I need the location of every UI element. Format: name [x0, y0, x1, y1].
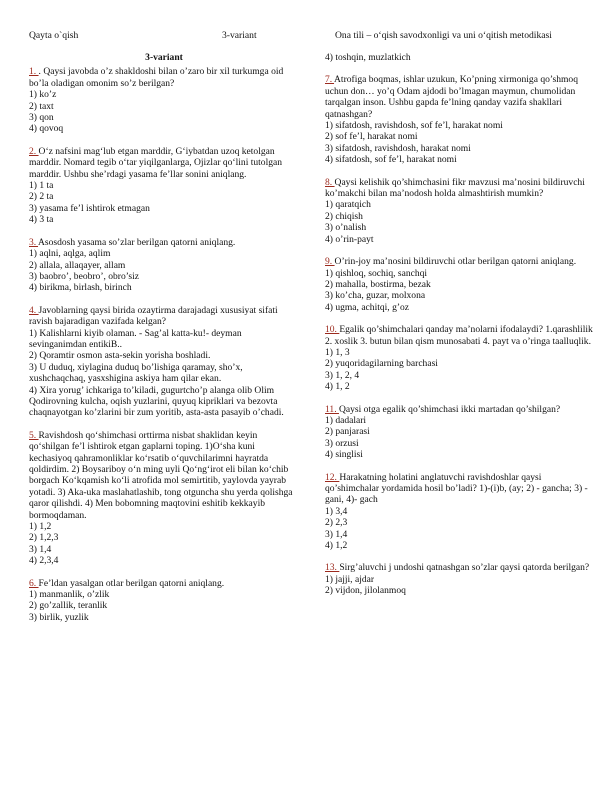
- answer-options: [29, 589, 299, 623]
- answer-options: [325, 52, 595, 63]
- question-stem: O’rin-joy ma’nosini bildiruvchi otlar berilgan qatorni aniqlang.: [334, 256, 577, 268]
- question-13: [325, 562, 595, 596]
- answer-options: [325, 268, 595, 314]
- question-4: [29, 305, 299, 419]
- answer-option: 4) sifatdosh, sof fe’l, harakat nomi: [325, 154, 457, 166]
- answer-option: 4) ugma, achitqi, g’oz: [325, 301, 410, 313]
- question-number: 12.: [325, 471, 340, 483]
- answer-options: [325, 574, 595, 597]
- answer-option: 2) 1,2,3: [29, 532, 59, 544]
- answer-option: 3) orzusi: [325, 437, 359, 449]
- answer-options: [29, 180, 299, 226]
- answer-option: 1) aqlni, aqlga, aqlim: [29, 248, 111, 260]
- answer-option: 3) 1,4: [29, 543, 52, 555]
- answer-option: 3) baobro’, beobro’, obro’siz: [29, 270, 140, 282]
- answer-option: 1) sifatdosh, ravishdosh, sof fe’l, harakat nomi: [325, 120, 503, 132]
- answer-option: 4) birikma, birlash, birinch: [29, 282, 132, 294]
- answer-option: 2) 2 ta: [29, 191, 54, 203]
- question-6: [29, 578, 299, 624]
- answer-option: 1) 3,4: [325, 505, 348, 517]
- question-1: [29, 66, 299, 134]
- answer-option: 1) 1,2: [29, 521, 52, 533]
- answer-options: [325, 347, 595, 393]
- answer-options: [325, 506, 595, 552]
- question-stem: Javoblarning qaysi birida ozaytirma darajadagi xususiyat sifati ravish bajaradigan vazifada kelgan?: [29, 304, 278, 328]
- answer-option: 3) U duduq, xiylagina duduq bo’lishiga qaramay, sho’x, xushchaqchaq, yasxshigina askiya ham qilar ekan.: [29, 361, 243, 385]
- question-number: 3.: [29, 236, 39, 248]
- answer-option: 4) o’rin-payt: [325, 233, 374, 245]
- question-3: [29, 237, 299, 294]
- question-stem: Harakatning holatini anglatuvchi ravishdoshlar qaysi qo’shimchalar yordamida hosil bo’ladi? 1)-(i)b, (ay; 2) - gancha; 3) -gani, 4)- gach: [325, 471, 588, 506]
- question-text: [325, 404, 595, 415]
- question-stem: Fe’ldan yasalgan otlar berilgan qatorni aniqlang.: [38, 577, 225, 589]
- answer-option: 3) sifatdosh, ravishdosh, harakat nomi: [325, 142, 471, 154]
- question-text: [325, 74, 595, 120]
- answer-option: 2) taxt: [29, 100, 54, 112]
- answer-option: 1) dadalari: [325, 414, 367, 426]
- answer-option: 3) o’nalish: [325, 222, 367, 234]
- question-text: [29, 66, 299, 89]
- question-text: [29, 237, 299, 248]
- answer-option: 2) panjarasi: [325, 426, 370, 438]
- question-number: 5.: [29, 429, 39, 441]
- header-left: Qayta o`qish: [29, 30, 79, 41]
- answer-options: [325, 415, 595, 461]
- question-text: [325, 324, 595, 347]
- question-number: 10.: [325, 324, 340, 336]
- page-header: [0, 30, 612, 44]
- answer-option: 1) ko’z: [29, 89, 57, 101]
- answer-option: 3) birlik, yuzlik: [29, 611, 89, 623]
- question-text: [29, 305, 299, 328]
- question-number: 11.: [325, 403, 339, 415]
- question-stem: Sirg’aluvchi j undoshi qatnashgan so’zlar qaysi qatorda berilgan?: [339, 562, 590, 574]
- right-column: [325, 52, 595, 608]
- answer-option: 1) qishloq, sochiq, sanchqi: [325, 267, 428, 279]
- answer-option: 3) 1, 2, 4: [325, 369, 360, 381]
- header-center: 3-variant: [222, 30, 257, 41]
- answer-option: 3) yasama fe’l ishtirok etmagan: [29, 202, 150, 214]
- question-stem: . Qaysi javobda o’z shakldoshi bilan o’zaro bir xil turkumga oid bo’la oladigan omonim so’z berilgan?: [29, 66, 284, 89]
- question-9: [325, 256, 595, 313]
- answer-option: 1) qaratqich: [325, 199, 371, 211]
- question-text: [29, 146, 299, 180]
- answer-option: 1) 1 ta: [29, 180, 54, 192]
- answer-option: 4) Xira yorug’ ichkariga to’kiladi, gugurtcho’p alanga olib Olim Qodirovning kulcha, oqish yuzlarini, quyuq kipriklari va bezovta chaqnayotgan ko’zlarini bir zum yoritib, asta-asta pasayib o’chadi.: [29, 384, 284, 419]
- question-number: 9.: [325, 256, 335, 268]
- answer-option: 4) 1,2: [325, 540, 348, 552]
- answer-option: 3) qon: [29, 112, 54, 124]
- answer-option: 4) singlisi: [325, 449, 363, 461]
- question-stem: Asosdosh yasama so’zlar berilgan qatorni aniqlang.: [38, 236, 236, 248]
- answer-option: 2) vijdon, jilolanmoq: [325, 585, 406, 597]
- question-text: [325, 472, 595, 506]
- answer-options: [325, 120, 595, 166]
- answer-options: [29, 89, 299, 135]
- question-text: [29, 578, 299, 589]
- question-number: 8.: [325, 176, 335, 188]
- answer-option: 3) ko’cha, guzar, molxona: [325, 290, 426, 302]
- answer-options: [325, 199, 595, 245]
- answer-option: 2) 2,3: [325, 517, 348, 529]
- question-11: [325, 404, 595, 461]
- answer-option: 2) yuqoridagilarning barchasi: [325, 358, 438, 370]
- answer-option: 1) Kalishlarni kiyib olaman. - Sag’al katta-ku!- deyman sevinganimdan entikiB..: [29, 327, 242, 350]
- answer-option: 2) mahalla, bostirma, bezak: [325, 278, 431, 290]
- question-10: [325, 324, 595, 392]
- question-text: [325, 177, 595, 200]
- question-stem: Qaysi kelishik qo’shimchasini fikr mavzusi ma’nosini bildiruvchi ko’makchi bilan ma’nodosh holda almashtirish mumkin?: [325, 176, 585, 200]
- header-right: Ona tili – o‘qish savodxonligi va uni o‘qitish metodikasi: [335, 30, 552, 41]
- answer-option: 2) chiqish: [325, 210, 363, 222]
- answer-option: 1) manmanlik, o’zlik: [29, 589, 110, 601]
- answer-option: 4) 3 ta: [29, 214, 54, 226]
- question-7: [325, 74, 595, 165]
- question-5: [29, 430, 299, 567]
- question-stem: Ravishdosh qo‘shimchasi orttirma nisbat shaklidan keyin qo‘shilgan fe’l ishtirok etgan gaplarni toping. 1)O‘sha kuni kechasiyoq qahramonliklar ko‘rsatib o‘quvchilarimni hayratda qoldirdim. 2) Boysariboy o‘n ming uyli Qo‘ng‘irot eli bilan ko‘chib borgach Ko‘kqamish ko‘li atrofida mol semirtitib, yaylovda yayrab yotadi. 3) Aka-uka maslahatlashib, tong otguncha shu yerda qolishga qaror qilishdi. 4) Men bobomning maqtovini eshitib kekkayib bormoqdaman.: [29, 429, 293, 521]
- answer-option: 4) toshqin, muzlatkich: [325, 52, 411, 63]
- question-text: [325, 256, 595, 267]
- answer-option: 4) 1, 2: [325, 381, 350, 393]
- variant-title: 3-variant: [145, 52, 183, 63]
- answer-option: 3) 1,4: [325, 528, 348, 540]
- question-2: [29, 146, 299, 226]
- answer-options: [29, 521, 299, 567]
- question-number: 1.: [29, 66, 39, 78]
- answer-option: 2) allala, allaqayer, allam: [29, 259, 126, 271]
- question-text: [29, 430, 299, 521]
- answer-option: 2) Qoramtir osmon asta-sekin yorisha boshladi.: [29, 350, 211, 362]
- question-8: [325, 177, 595, 245]
- question-6-continued: [325, 52, 595, 63]
- question-number: 4.: [29, 304, 39, 316]
- question-stem: Qaysi otga egalik qo’shimchasi ikki martadan qo’shilgan?: [338, 403, 561, 415]
- answer-option: 4) qovoq: [29, 123, 64, 135]
- answer-option: 1) jajji, ajdar: [325, 573, 375, 585]
- answer-option: 2) go’zallik, teranlik: [29, 600, 108, 612]
- answer-option: 2) sof fe’l, harakat nomi: [325, 131, 418, 143]
- question-12: [325, 472, 595, 552]
- answer-option: 4) 2,3,4: [29, 555, 59, 567]
- question-stem: O‘z nafsini mag‘lub etgan marddir, G‘iybatdan uzoq ketolgan marddir. Nomard tegib o‘tar yiqilganlarga, Ojizlar qo‘lini tutolgan marddir. Ushbu she’rdagi yasama fe’llar sonini aniqlang.: [29, 145, 283, 180]
- answer-options: [29, 328, 299, 419]
- question-number: 2.: [29, 145, 39, 157]
- question-text: [325, 562, 595, 573]
- question-stem: Atrofiga boqmas, ishlar uzukun, Ko’pning xirmoniga qo’shmoq uchun don… yo’q Odam ajdodi bo’lmagan maymun, chumolidan tarqalgan inson. Ushbu gapda fe’lning qanday vazifa shakllari qatnashgan?: [325, 74, 578, 120]
- question-stem: Egalik qo’shimchalari qanday ma’nolarni ifodalaydi? 1.qarashlilik 2. xoslik 3. butun bilan qism munosabati 4. payt va o’ringa taalluqlik.: [325, 324, 593, 347]
- question-number: 7.: [325, 74, 335, 86]
- question-number: 13.: [325, 562, 340, 574]
- left-column: [29, 52, 299, 634]
- answer-option: 1) 1, 3: [325, 346, 350, 358]
- question-number: 6.: [29, 577, 39, 589]
- answer-options: [29, 248, 299, 294]
